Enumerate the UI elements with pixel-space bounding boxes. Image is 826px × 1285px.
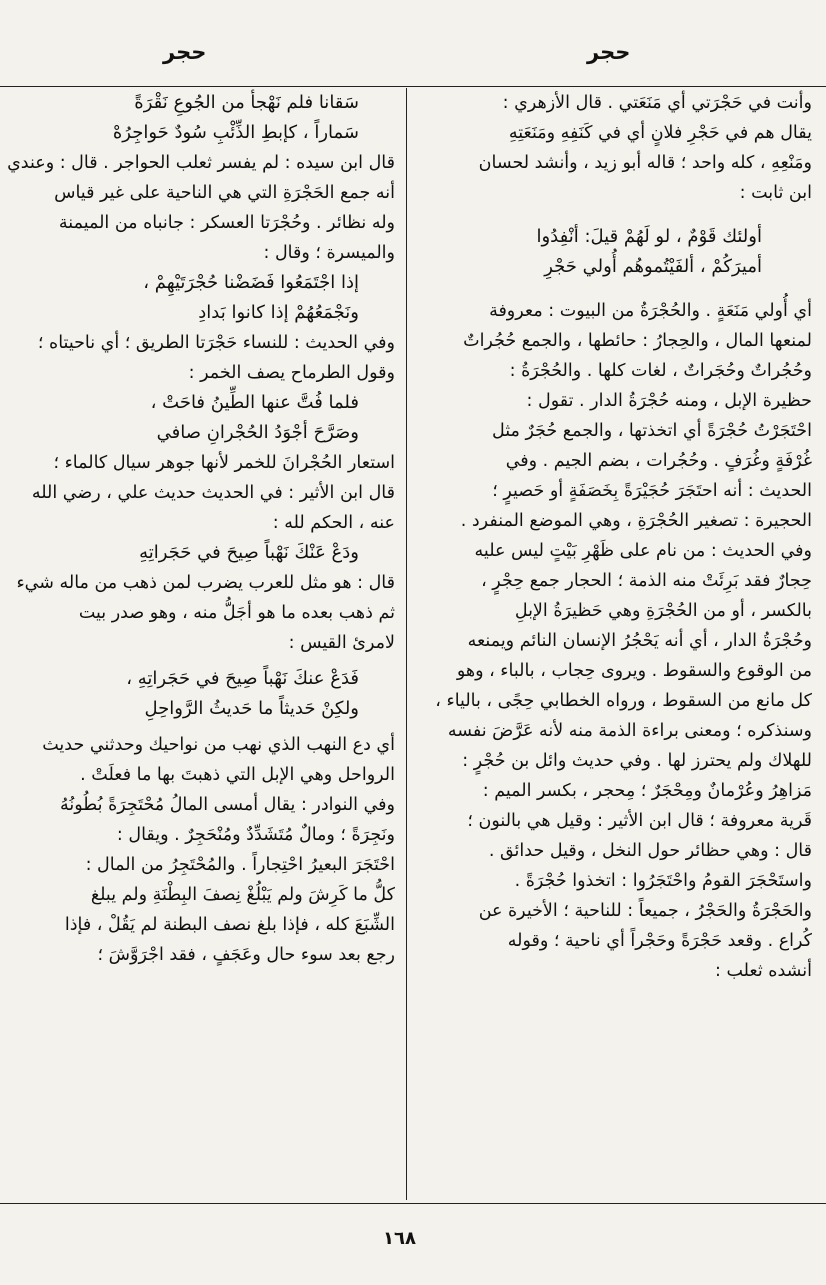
verse-line: ولكِنْ حَديثاً ما حَديثُ الرَّواحِلِ xyxy=(144,698,359,719)
text-line: قال ابن الأثير : في الحديث حديث علي ، رضي الله xyxy=(31,483,395,503)
text-line: قَرية معروفة ؛ قال ابن الأثير : وقيل هي بالنون ؛ xyxy=(467,811,812,831)
text-line: أي أُولي مَنَعَةٍ . والحُجْرَةُ من البيوت : معروفة xyxy=(489,301,812,321)
text-line: أنه جمع الحَجْرَةِ التي هي الناحية على غير قياس xyxy=(54,183,395,203)
verse-line: إذا اجْتَمَعُوا فَضَضْنا حُجْرَتَيْهِمْ ، xyxy=(143,272,359,293)
verse-line: سَقانا فلم نَهْجأ من الجُوعِ نَقْرَةً xyxy=(134,92,359,113)
text-line: وأنت في حَجْرَتي أي مَنَعَتي . قال الأزهري : xyxy=(502,93,812,113)
text-line: والميسرة ؛ وقال : xyxy=(263,243,395,263)
text-line: غُرْفَةٍ وغُرَفٍ . وحُجُرات ، بضم الجيم . وفي xyxy=(505,451,812,471)
text-line: بالكسر ، أو من الحُجْرَةِ وهي حَظيرَةُ الإبلِ xyxy=(514,601,812,621)
verse-line: ونَجْمَعُهُمْ إذا كانوا بَدادِ xyxy=(198,302,359,323)
text-line: والحَجْرَةُ والحَجْرُ ، جميعاً : للناحية ؛ الأخيرة عن xyxy=(478,901,812,921)
verse-line: فَدَعْ عنكَ نَهْباً صِيحَ في حَجَراتِهِ ، xyxy=(126,668,359,689)
verse-line: ودَعْ عَنْكَ نَهْباً صِيحَ في حَجَراتِهِ xyxy=(139,542,359,563)
right-column xyxy=(414,88,812,986)
verse-line: فلما فُتَّ عنها الطِّينُ فاحَتْ ، xyxy=(150,392,359,413)
text-line: أي دع النهب الذي نهب من نواحيك وحدثني حديث xyxy=(42,735,395,755)
page-number: ١٦٨ xyxy=(383,1228,416,1249)
text-line: الحجيرة : تصغير الحُجْرَةِ ، وهي الموضع المنفرد . xyxy=(460,511,812,531)
text-line: استعار الحُجْرانَ للخمر لأنها جوهر سيال كالماء ؛ xyxy=(53,453,395,473)
text-line: الحديث : أنه احتَجَرَ حُجَيْرَةً بِخَصَفَةٍ أو حَصيرٍ ؛ xyxy=(492,481,812,501)
verse-line: سَماراً ، كإبطِ الذِّئْبِ سُودٌ حَواجِرُهْ xyxy=(112,122,359,143)
text-line: ثم ذهب بعده ما هو أجَلُّ منه ، وهو صدر بيت xyxy=(78,603,395,623)
text-line: قال : وهي حظائر حول النخل ، وقيل حدائق . xyxy=(488,841,812,861)
text-line: وحُجُراتٌ وحُجَراتٌ ، لغات كلها . والحُجْرَةُ : xyxy=(509,361,812,381)
text-line: كُراع . وقعد حَجْرَةً وحَجْراً أي ناحية ؛ وقوله xyxy=(507,931,812,951)
text-line: وقول الطرماح يصف الخمر : xyxy=(188,363,395,383)
text-line: احْتَجَرْتُ حُجْرَةً أي اتخذتها ، والجمع حُجَرٌ مثل xyxy=(491,421,812,441)
text-line: قال : هو مثل للعرب يضرب لمن ذهب من ماله شيء xyxy=(16,573,395,593)
text-line: عنه ، الحكم لله : xyxy=(272,513,395,533)
text-line: كل مانع من السقوط ، ورواه الخطابي حِجًى ، بالياء ، xyxy=(435,691,812,711)
text-line: كلُّ ما كَرِشَ ولم يَبْلُغْ نِصفَ البِطْنَةِ ولم يبلغ xyxy=(90,885,395,905)
right-page-headword: حجر xyxy=(587,40,631,64)
text-line: مَزاهِرُ وعُرْمانٌ ومِحْجَرٌ ؛ مِحجر ، بكسر الميم : xyxy=(482,781,812,801)
column-divider xyxy=(406,88,407,1200)
left-column xyxy=(0,88,395,970)
text-line: الرواحل وهي الإبل التي ذهبتَ بها ما فعلَتْ . xyxy=(80,765,395,785)
left-page-headword: حجر xyxy=(163,40,207,64)
text-line: قال ابن سيده : لم يفسر ثعلب الحواجر . قال : وعندي xyxy=(7,153,395,173)
text-line: لامرئ القيس : xyxy=(288,633,395,653)
text-line: ابن ثابت : xyxy=(739,183,812,203)
verse-line: أميرَكُمْ ، ألفَيْتُموهُم أُولي حَجْرِ xyxy=(544,256,762,277)
text-line: احْتَجَرَ البعيرُ احْتِجاراً . والمُحْتَجِرُ من المال : xyxy=(85,855,395,875)
text-line: وله نظائر . وحُجْرَتا العسكر : جانباه من الميمنة xyxy=(58,213,395,233)
text-line: وسنذكره ؛ ومعنى براءة الذمة منه لأنه عَرَّضَ نفسه xyxy=(447,721,812,741)
text-line: ومَنْعِهِ ، كله واحد ؛ قاله أبو زيد ، وأنشد لحسان xyxy=(478,153,812,173)
text-line: الشِّبَعَ كله ، فإذا بلغ نصف البطنة لم يَقُلْ ، فإذا xyxy=(64,915,395,935)
footer-rule xyxy=(0,1203,826,1204)
spacer xyxy=(414,282,812,296)
text-line: وحُجْرَةُ الدار ، أي أنه يَحْجُرُ الإنسان النائم ويمنعه xyxy=(467,631,812,651)
text-line: لمنعها المال ، والحِجارُ : حائطها ، والجمع حُجُراتٌ xyxy=(463,331,812,351)
text-line: رجع بعد سوء حال وعَجَفٍ ، فقد اجْرَوَّشَ ؛ xyxy=(97,945,395,965)
text-line: وفي النوادر : يقال أمسى المالُ مُحْتَجِرَةً بُطُونُهُ xyxy=(59,795,395,815)
text-line: للهلاك ولم يحترز لها . وفي حديث وائل بن حُجْرٍ : xyxy=(462,751,812,771)
text-line: وفي الحديث : للنساء حَجْرَتا الطريق ؛ أي ناحيتاه ؛ xyxy=(37,333,395,353)
verse-line: أولئك قَوْمٌ ، لو لَهُمْ قيلَ: أنْفِدُوا xyxy=(536,226,762,247)
text-line: حِجارٌ فقد بَرِئَتْ منه الذمة ؛ الحجار جمع حِجْرٍ ، xyxy=(481,571,812,591)
text-line: أنشده ثعلب : xyxy=(714,961,812,981)
text-line: وفي الحديث : من نام على ظَهْرِ بَيْتٍ ليس عليه xyxy=(474,541,812,561)
header-rule xyxy=(0,86,826,87)
text-line: حظيرة الإبل ، ومنه حُجْرَةُ الدار . تقول : xyxy=(526,391,812,411)
text-line: ونَجِرَةً ؛ ومالٌ مُتَشَدِّدٌ ومُنْحَجِرٌ . ويقال : xyxy=(116,825,395,845)
text-line: واستَحْجَرَ القومُ واحْتَجَرُوا : اتخذوا حُجْرَةً . xyxy=(514,871,812,891)
spacer xyxy=(414,208,812,222)
text-line: من الوقوع والسقوط . ويروى حِجاب ، بالباء ، وهو xyxy=(456,661,812,681)
text-line: يقال هم في حَجْرِ فلانٍ أي في كَنَفِهِ ومَنَعَتِهِ xyxy=(508,123,812,143)
verse-line: وصَرَّحَ أجْوَدُ الحُجْرانِ صافي xyxy=(156,422,359,443)
